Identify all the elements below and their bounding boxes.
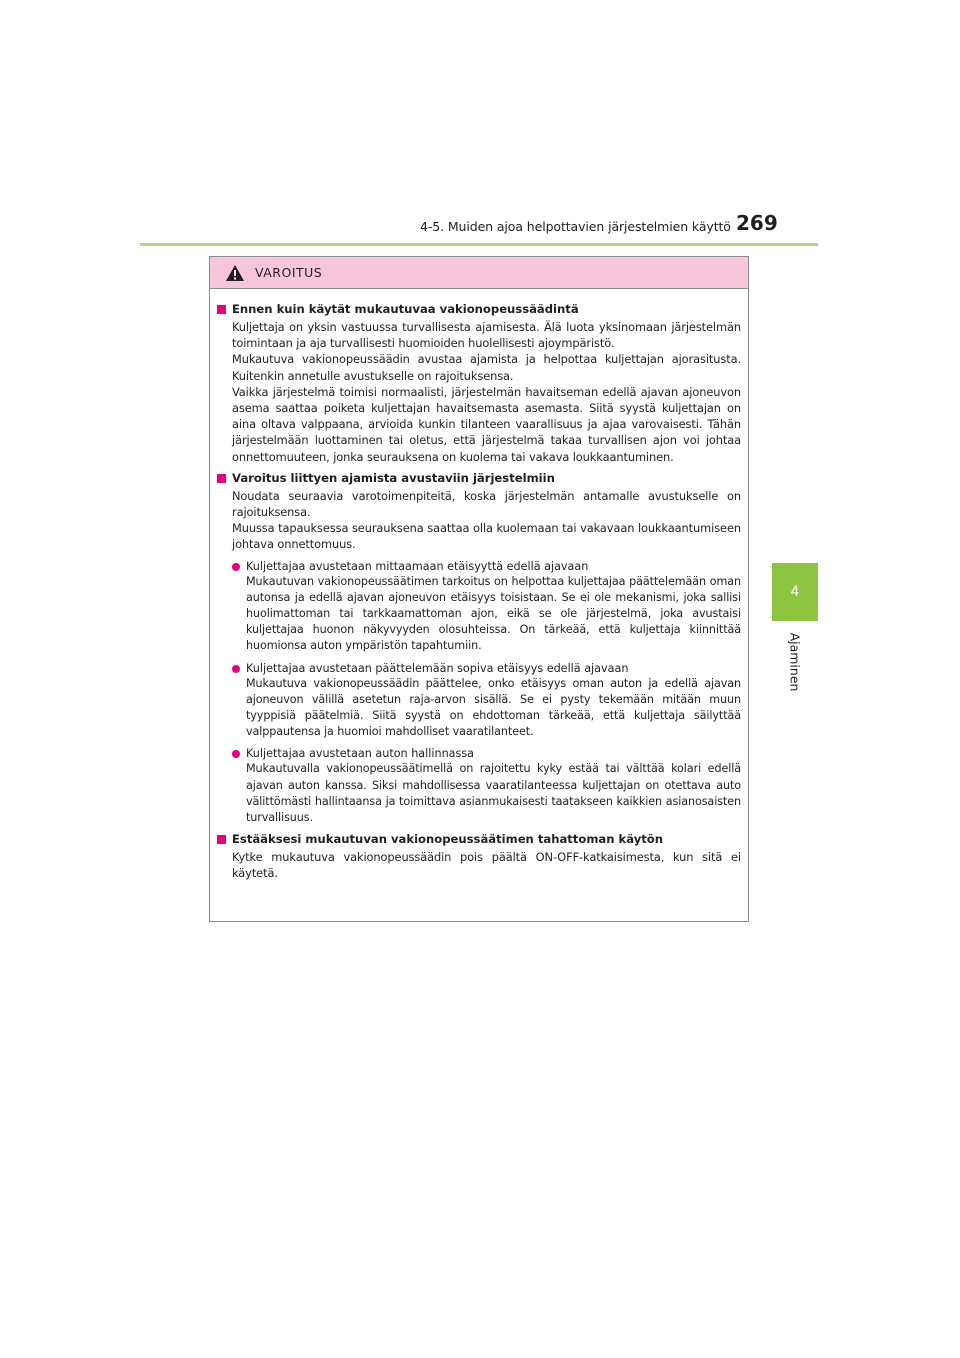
chapter-tab: [772, 563, 818, 621]
square-bullet-icon: [217, 305, 226, 314]
list-item-title: Kuljettajaa avustetaan auton hallinnassa: [246, 747, 475, 761]
paragraph: Mukautuva vakionopeussäädin avustaa ajamista ja helpottaa kuljettajan ajorasitusta. Kuitenkin annetulle avustukselle on rajoituksensa.: [232, 352, 741, 383]
paragraph: Kytke mukautuva vakionopeussäädin pois päältä ON-OFF-katkaisimesta, kun sitä ei käytetä.: [232, 850, 741, 881]
section-prevent-unintended-use: [217, 831, 741, 881]
page-number: 269: [736, 211, 778, 235]
list-item: [232, 559, 741, 655]
section-heading-text: Varoitus liittyen ajamista avustaviin järjestelmiin: [232, 470, 555, 485]
header-divider: [140, 243, 818, 246]
paragraph: Vaikka järjestelmä toimisi normaalisti, järjestelmän havaitseman edellä ajavan ajoneuvon asema saattaa poiketa kuljettajan havaitsemasta asemasta. Siitä syystä kuljettajan on aina oltava valppaana, arvioida kunkin tilanteen vaarallisuus ja ajaa varovaisesti. Tähän järjestelmään luottaminen tai oletus, että järjestelmä takaa turvallisen ajon voi johtaa onnettomuuteen, jonka seurauksena on kuolema tai vakava loukkaantuminen.: [232, 384, 741, 464]
paragraph: Muussa tapauksessa seurauksena saattaa olla kuolemaan tai vakavaan loukkaantumiseen johtava onnettomuus.: [232, 521, 741, 552]
section-heading: [217, 831, 741, 847]
section-heading-text: Ennen kuin käytät mukautuvaa vakionopeussäädintä: [232, 302, 579, 316]
warning-triangle-icon: [225, 264, 245, 282]
list-item-text: Mukautuva vakionopeussäädin päättelee, onko etäisyys oman auton ja edellä ajavan ajoneuvon välillä asetetun raja-arvon sisällä. Se ei pysty tekemään mitään muun tyyppisiä päätelmiä. Siitä syystä on ehdottoman tärkeää, että kuljettaja säilyttää valppautensa ja huomioi mahdolliset vaaratilanteet.: [246, 676, 741, 739]
circle-bullet-icon: [232, 563, 240, 571]
chapter-number: 4: [790, 584, 800, 600]
circle-bullet-icon: [232, 750, 240, 758]
paragraph: Noudata seuraavia varotoimenpiteitä, koska järjestelmän antamalle avustukselle on rajoituksensa.: [232, 488, 741, 520]
section-heading: [217, 301, 741, 317]
square-bullet-icon: [217, 835, 226, 844]
paragraph: Kuljettaja on yksin vastuussa turvallisesta ajamisesta. Älä luota yksinomaan järjestelmän toimintaan ja aja turvallisesti huomioiden huolellisesti ajoympäristö.: [232, 320, 741, 351]
list-item-title: Kuljettajaa avustetaan mittaamaan etäisyyttä edellä ajavaan: [246, 559, 589, 573]
list-item: [232, 746, 741, 826]
list-item: [232, 661, 741, 741]
section-before-use: [217, 301, 741, 465]
chapter-label: Ajaminen: [787, 632, 803, 692]
warning-body: [210, 289, 748, 882]
warning-title: VAROITUS: [255, 265, 323, 280]
section-assist-warning: [217, 470, 741, 826]
running-header-title: 4-5. Muiden ajoa helpottavien järjestelmien käyttö: [420, 219, 731, 234]
list-item-text: Mukautuvan vakionopeussäätimen tarkoitus on helpottaa kuljettajaa päättelemään oman autonsa ja edellä ajavan ajoneuvon etäisyys toisistaan. Se ei ole mekanismi, joka sallisi huolimattoman tai tarkkaamattoman ajon, eikä se ole järjestelmä, joka avustaisi kuljettajaa huonon näkyvyyden olosuhteissa. On tärkeää, että kuljettaja kiinnittää huomionsa auton ympäristön tapahtumiin.: [246, 574, 741, 653]
circle-bullet-icon: [232, 665, 240, 673]
warning-box: [209, 256, 749, 922]
list-item-text: Mukautuvalla vakionopeussäätimellä on rajoitettu kyky estää tai välttää kolari edellä ajavan auton kanssa. Siksi mahdollisessa vaaratilanteessa kuljettajan on otettava auto välittömästi hallintaansa ja toimittava asianmukaisesti taatakseen kaikkien asianosaisten turvallisuus.: [246, 762, 741, 825]
warning-header: [210, 257, 748, 289]
section-heading: [217, 470, 741, 486]
section-heading-text: Estääksesi mukautuvan vakionopeussäätimen tahattoman käytön: [232, 832, 664, 847]
square-bullet-icon: [217, 474, 226, 483]
list-item-title: Kuljettajaa avustetaan päättelemään sopiva etäisyys edellä ajavaan: [246, 661, 629, 675]
